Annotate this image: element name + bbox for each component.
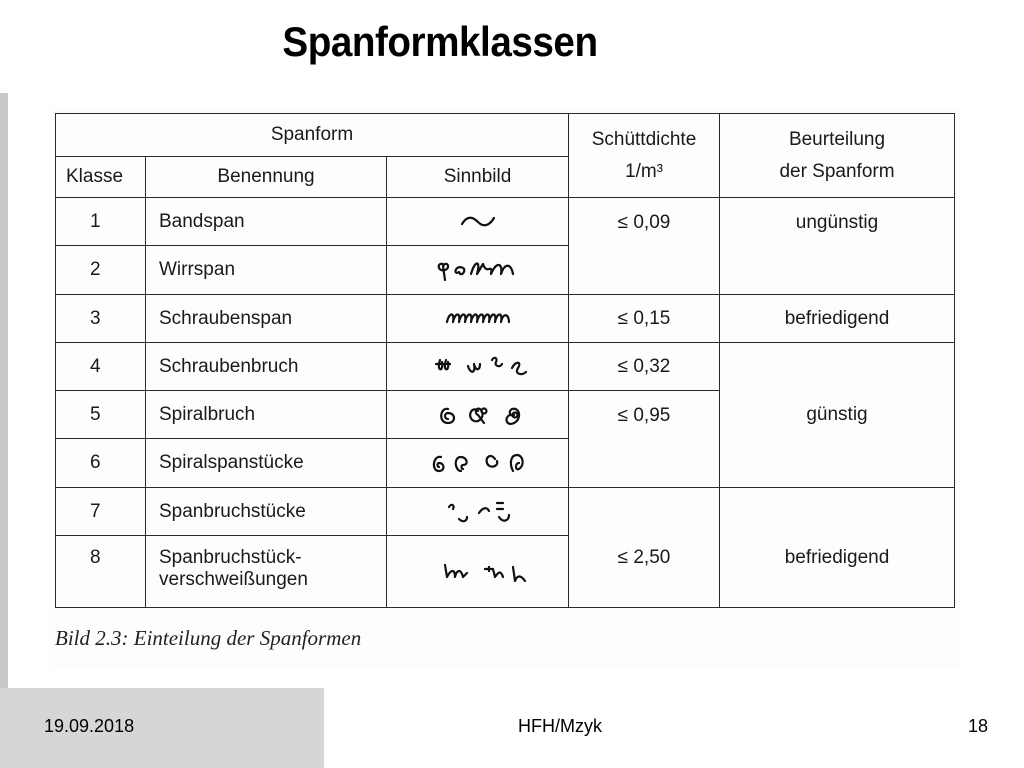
header-sinnbild: Sinnbild (387, 157, 569, 198)
row-benennung: Spiralspanstücke (146, 439, 387, 488)
helical-chip-icon (387, 295, 569, 343)
rating-cell: befriedigend (720, 295, 955, 343)
header-schuettdichte-line2: 1/m³ (625, 160, 663, 182)
group-header-spanform: Spanform (56, 114, 569, 157)
row-klasse: 7 (56, 488, 146, 536)
row-klasse: 2 (56, 246, 146, 295)
density-cell: ≤ 0,15 (569, 295, 720, 343)
header-beurteilung-line2: der Spanform (779, 160, 895, 182)
row-klasse: 8 (56, 536, 146, 608)
row-benennung: Wirrspan (146, 246, 387, 295)
row-benennung: Schraubenbruch (146, 343, 387, 391)
footer-date: 19.09.2018 (44, 716, 135, 736)
density-cell: ≤ 0,32 (569, 343, 720, 391)
header-beurteilung (720, 114, 955, 198)
table-row (56, 343, 955, 391)
row-benennung-line1: Spanbruchstück- (159, 547, 302, 568)
header-schuettdichte (569, 114, 720, 198)
spiral-break-icon (387, 391, 569, 439)
row-klasse: 1 (56, 198, 146, 246)
table-row (56, 295, 955, 343)
density-cell: ≤ 0,95 (569, 391, 720, 488)
row-benennung: Bandspan (146, 198, 387, 246)
density-cell: ≤ 0,09 (569, 198, 720, 295)
left-accent-bar (0, 93, 8, 690)
row-klasse: 4 (56, 343, 146, 391)
density-cell: ≤ 2,50 (569, 488, 720, 608)
page-number: 18 (968, 716, 989, 736)
table-row (56, 198, 955, 246)
chip-fragments-icon (387, 488, 569, 536)
rating-cell: günstig (720, 343, 955, 488)
rating-cell: befriedigend (720, 488, 955, 608)
tangled-chip-icon (387, 246, 569, 295)
row-benennung: Spanbruchstücke (146, 488, 387, 536)
header-klasse: Klasse (56, 157, 146, 198)
row-benennung: Schraubenspan (146, 295, 387, 343)
chip-form-table (55, 113, 955, 608)
helical-break-icon (387, 343, 569, 391)
row-klasse: 3 (56, 295, 146, 343)
page-title: Spanformklassen (282, 18, 598, 65)
row-klasse: 6 (56, 439, 146, 488)
spiral-pieces-icon (387, 439, 569, 488)
row-klasse: 5 (56, 391, 146, 439)
header-schuettdichte-line1: Schüttdichte (591, 128, 697, 150)
row-benennung: Spiralbruch (146, 391, 387, 439)
header-beurteilung-line1: Beurteilung (788, 128, 886, 150)
band-chip-icon (387, 198, 569, 246)
footer-author: HFH/Mzyk (518, 716, 602, 736)
figure-caption: Bild 2.3: Einteilung der Spanformen (55, 626, 362, 650)
table-row (56, 488, 955, 536)
welded-fragments-icon (387, 536, 569, 608)
row-benennung (146, 536, 387, 608)
rating-cell: ungünstig (720, 198, 955, 295)
table-header-row (56, 114, 955, 157)
header-benennung: Benennung (146, 157, 387, 198)
row-benennung-line2: verschweißungen (159, 569, 308, 590)
